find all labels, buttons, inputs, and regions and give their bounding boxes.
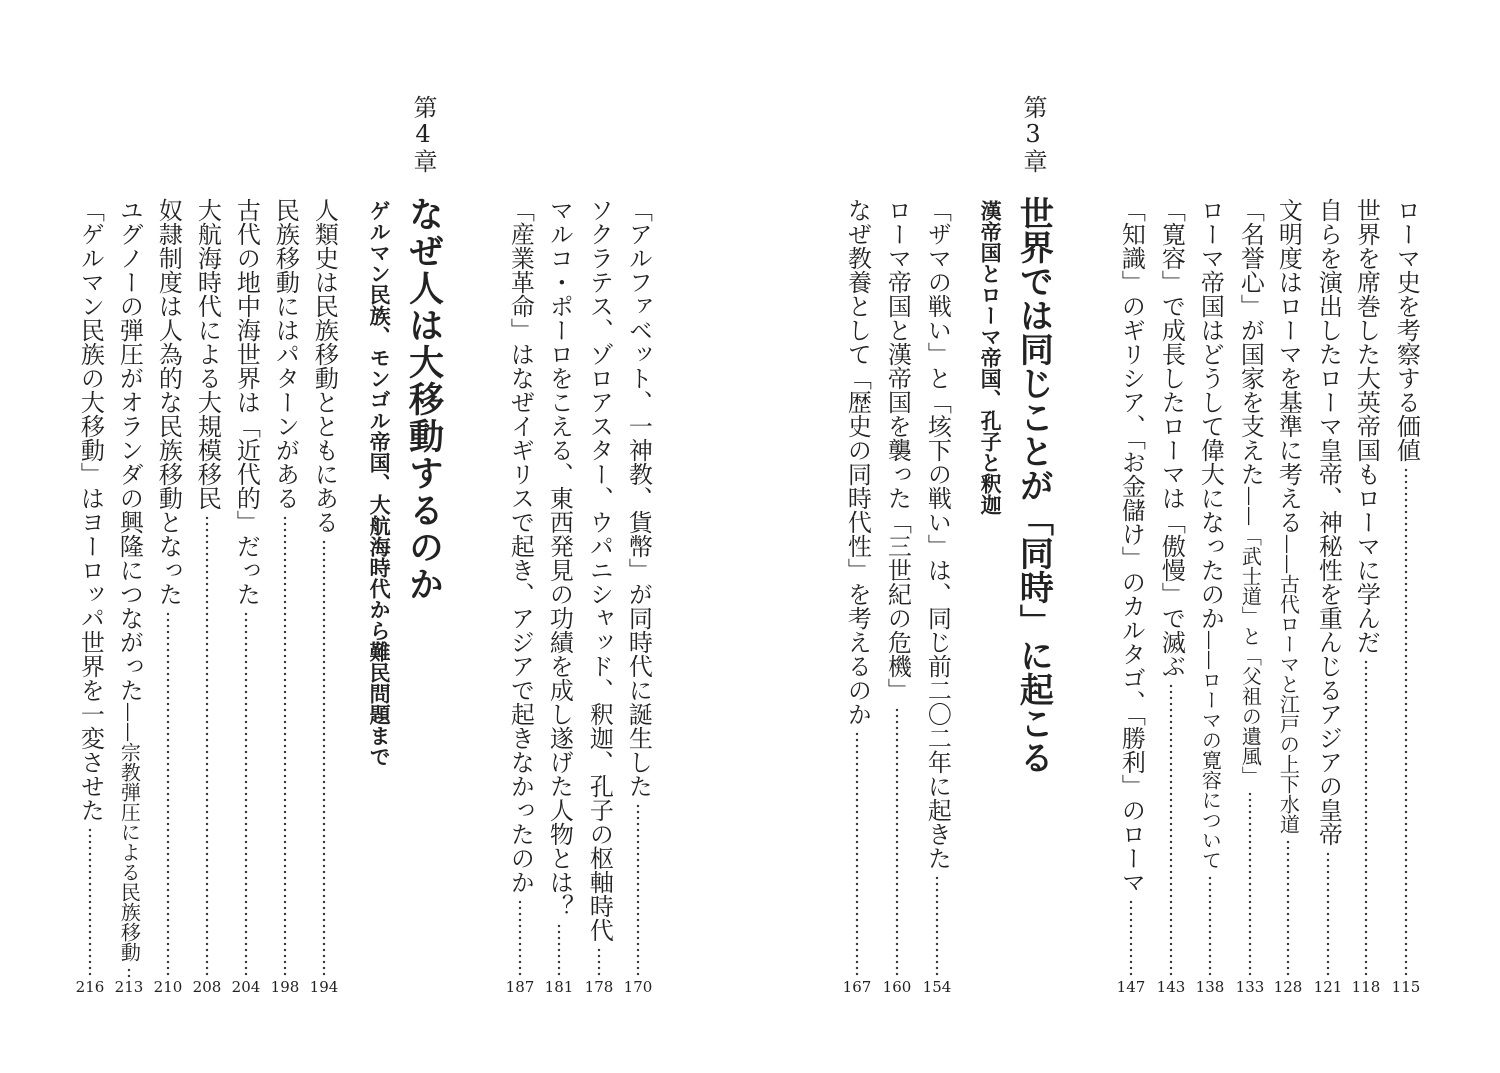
page-number: 178	[584, 978, 614, 996]
entry-title	[193, 198, 222, 510]
toc-entry	[1312, 198, 1344, 996]
page-number: 187	[505, 978, 535, 996]
entry-main-text: 世界を席巻した大英帝国もローマに学んだ	[1352, 198, 1381, 654]
entry-title	[1274, 198, 1303, 834]
entry-title	[310, 198, 339, 534]
toc-entry	[1234, 198, 1266, 996]
toc-entry	[269, 198, 301, 996]
entry-main-text: ソクラテス、ゾロアスター、ウパニシャッド、釈迦、孔子の枢軸時代	[585, 198, 614, 942]
dot-leader	[1364, 659, 1368, 978]
entry-title	[115, 198, 144, 962]
page-number: 213	[114, 978, 144, 996]
toc-entry	[308, 198, 340, 996]
entry-main-text: 「寛容」で成長したローマは「傲慢」で滅ぶ	[1157, 198, 1186, 678]
dot-leader	[935, 875, 939, 978]
entry-main-text: 古代の地中海世界は「近代的」だった	[232, 198, 261, 606]
page-number: 147	[1116, 978, 1146, 996]
dot-leader	[88, 827, 92, 978]
entry-main-text: ローマ帝国と漢帝国を襲った「三世紀の危機」	[883, 198, 912, 702]
page-number: 216	[75, 978, 105, 996]
entry-title	[1352, 198, 1381, 654]
entry-title	[585, 198, 614, 942]
dot-leader	[127, 967, 131, 978]
dot-leader	[1286, 839, 1290, 978]
toc-entry	[113, 198, 145, 996]
entry-main-text: 大航海時代による大規模移民	[193, 198, 222, 510]
page-number: 204	[231, 978, 261, 996]
page-number: 198	[270, 978, 300, 996]
page-number: 128	[1273, 978, 1303, 996]
chapter-3-subtitle: 漢帝国とローマ帝国、孔子と釈迦	[978, 200, 1003, 515]
entry-subtitle-text: ——「武士道」と「父祖の遺風」	[1238, 486, 1263, 786]
entry-title	[1196, 198, 1225, 870]
entry-main-text: 民族移動にはパターンがある	[271, 198, 300, 510]
dot-leader	[205, 515, 209, 978]
dot-leader	[1208, 875, 1212, 978]
chapter-4-subtitle: ゲルマン民族、モンゴル帝国、大航海時代から難民問題まで	[367, 200, 392, 767]
entry-subtitle-text: ——ローマの寛容について	[1198, 630, 1223, 870]
entry-main-text: 「名誉心」が国家を支えた	[1236, 198, 1265, 486]
toc-entry	[622, 198, 654, 996]
dot-leader	[557, 923, 561, 978]
entry-title	[923, 198, 952, 870]
page-number: 160	[882, 978, 912, 996]
entry-title	[1236, 198, 1265, 786]
dot-leader	[1248, 791, 1252, 978]
page-number: 181	[544, 978, 574, 996]
page-number: 143	[1156, 978, 1186, 996]
toc-entry	[1115, 198, 1147, 996]
entry-main-text: 「ゲルマン民族の大移動」はヨーロッパ世界を一変させた	[76, 198, 105, 822]
dot-leader	[283, 515, 287, 978]
entry-title	[1157, 198, 1186, 678]
dot-leader	[636, 803, 640, 978]
entry-title	[1392, 198, 1421, 462]
toc-entry	[1350, 198, 1382, 996]
dot-leader	[1129, 899, 1133, 978]
entry-subtitle-text: ——古代ローマと江戸の上下水道	[1276, 534, 1301, 834]
toc-entry	[191, 198, 223, 996]
page-number: 138	[1195, 978, 1225, 996]
page-number: 154	[922, 978, 952, 996]
entry-main-text: マルコ・ポーロをこえる、東西発見の功績を成し遂げた人物とは？	[545, 198, 574, 918]
entry-title	[1314, 198, 1343, 846]
entry-main-text: 「知識」のギリシア、「お金儲け」のカルタゴ、「勝利」のローマ	[1117, 198, 1146, 894]
chapter-4-label: 第4章	[409, 95, 437, 174]
toc-entry	[504, 198, 536, 996]
entry-subtitle-text: ——宗教弾圧による民族移動	[117, 702, 142, 962]
entry-title	[232, 198, 261, 606]
entry-main-text: 自らを演出したローマ皇帝、神秘性を重んじるアジアの皇帝	[1314, 198, 1343, 846]
dot-leader	[1404, 467, 1408, 978]
entry-title	[506, 198, 535, 894]
dot-leader	[322, 539, 326, 978]
dot-leader	[1326, 851, 1330, 978]
dot-leader	[166, 611, 170, 978]
toc-entry	[921, 198, 953, 996]
toc-entry	[230, 198, 262, 996]
entry-main-text: 「アルファベット、一神教、貨幣」が同時代に誕生した	[624, 198, 653, 798]
entry-title	[271, 198, 300, 510]
page-number: 210	[153, 978, 183, 996]
page-number: 115	[1391, 978, 1421, 996]
entry-title	[883, 198, 912, 702]
toc-entry	[1272, 198, 1304, 996]
toc-entry	[1155, 198, 1187, 996]
entry-main-text: 「ザマの戦い」と「垓下の戦い」は、同じ前二〇二年に起きた	[923, 198, 952, 870]
dot-leader	[597, 947, 601, 978]
page-number: 167	[842, 978, 872, 996]
chapter-3-title: 世界では同じことが「同時」に起こる	[1013, 196, 1054, 774]
dot-leader	[895, 707, 899, 978]
entry-title	[624, 198, 653, 798]
page-number: 170	[623, 978, 653, 996]
entry-main-text: ローマ史を考察する価値	[1392, 198, 1421, 462]
chapter-4-title: なぜ人は大移動するのか	[403, 196, 445, 603]
entry-main-text: ローマ帝国はどうして偉大になったのか	[1196, 198, 1225, 630]
entry-main-text: 「産業革命」はなぜイギリスで起き、アジアで起きなかったのか	[506, 198, 535, 894]
entry-title	[545, 198, 574, 918]
toc-entry	[1390, 198, 1422, 996]
page-number: 194	[309, 978, 339, 996]
page-number: 133	[1235, 978, 1265, 996]
entry-title	[154, 198, 183, 606]
entry-main-text: 奴隷制度は人為的な民族移動となった	[154, 198, 183, 606]
chapter-3-label: 第3章	[1019, 95, 1047, 174]
entry-title	[843, 198, 872, 726]
dot-leader	[244, 611, 248, 978]
toc-entry	[543, 198, 575, 996]
page-number: 121	[1313, 978, 1343, 996]
toc-entry	[841, 198, 873, 996]
entry-main-text: ユグノーの弾圧がオランダの興隆につながった	[115, 198, 144, 702]
toc-entry	[152, 198, 184, 996]
toc-entry	[74, 198, 106, 996]
entry-title	[1117, 198, 1146, 894]
dot-leader	[518, 899, 522, 978]
page-number: 208	[192, 978, 222, 996]
entry-main-text: なぜ教養として「歴史の同時代性」を考えるのか	[843, 198, 872, 726]
entry-main-text: 人類史は民族移動とともにある	[310, 198, 339, 534]
page-number: 118	[1351, 978, 1381, 996]
toc-entry	[583, 198, 615, 996]
toc-entry	[881, 198, 913, 996]
entry-main-text: 文明度はローマを基準に考える	[1274, 198, 1303, 534]
toc-entry	[1194, 198, 1226, 996]
dot-leader	[855, 731, 859, 978]
entry-title	[76, 198, 105, 822]
dot-leader	[1169, 683, 1173, 978]
